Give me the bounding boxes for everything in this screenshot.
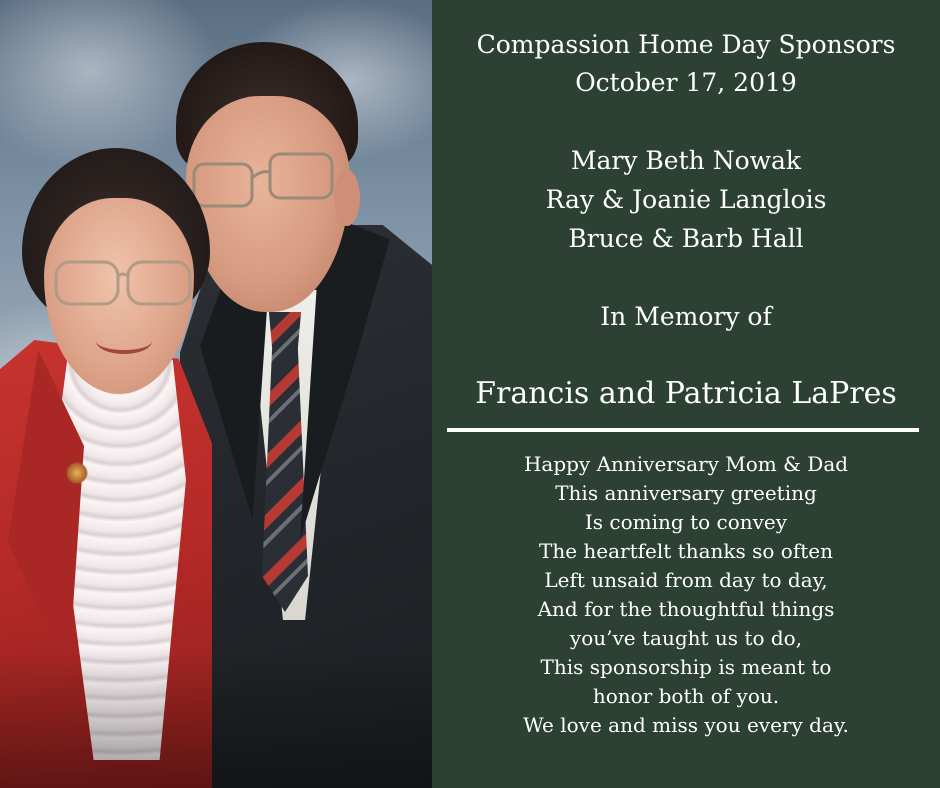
poem-line: The heartfelt thanks so often	[538, 539, 833, 563]
text-panel	[432, 0, 940, 788]
honoree-names: Francis and Patricia LaPres	[475, 376, 897, 411]
woman-smile	[96, 328, 152, 354]
photo-vignette	[0, 648, 432, 788]
poem-line: you’ve taught us to do,	[569, 626, 803, 650]
poem-line: honor both of you.	[592, 684, 780, 708]
sponsor-name: Bruce & Barb Hall	[568, 224, 804, 253]
sponsor-name: Ray & Joanie Langlois	[545, 185, 827, 214]
divider	[447, 428, 919, 432]
poem-line: This anniversary greeting	[555, 481, 817, 505]
page-title: Compassion Home Day Sponsors	[476, 30, 896, 59]
poem-line: Left unsaid from day to day,	[544, 568, 828, 592]
poem-line: We love and miss you every day.	[523, 713, 849, 737]
woman-glasses-icon	[52, 256, 194, 310]
memory-label: In Memory of	[600, 302, 772, 331]
man-glasses-icon	[190, 150, 340, 212]
portrait-photo	[0, 0, 432, 788]
poem-line: This sponsorship is meant to	[540, 655, 832, 679]
poem-line: Is coming to convey	[584, 510, 788, 534]
poem	[432, 450, 940, 740]
poem-line: And for the thoughtful things	[537, 597, 835, 621]
brooch-icon	[66, 462, 88, 484]
sponsor-name: Mary Beth Nowak	[570, 146, 802, 175]
event-date: October 17, 2019	[575, 68, 797, 97]
poem-line: Happy Anniversary Mom & Dad	[523, 452, 849, 476]
